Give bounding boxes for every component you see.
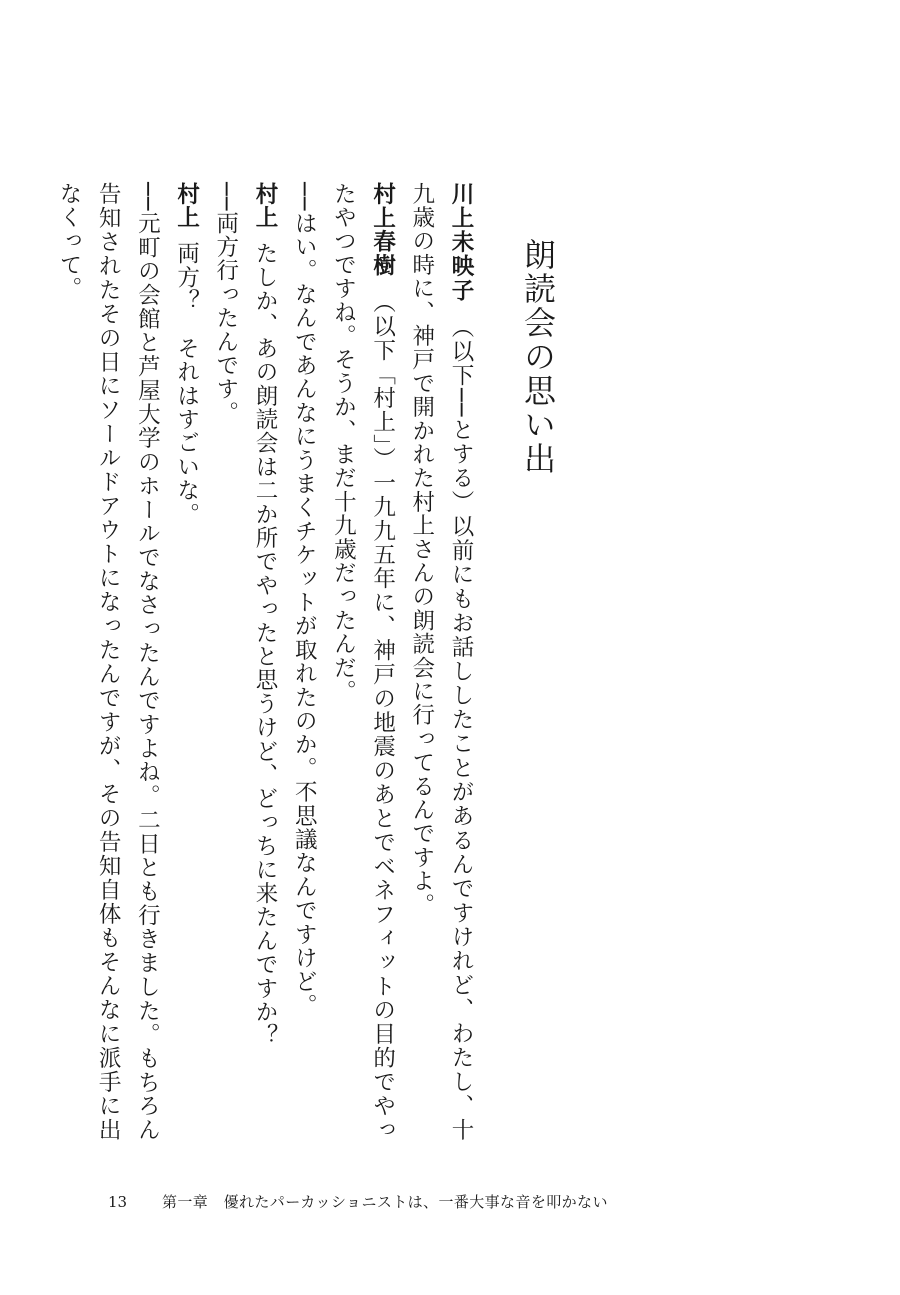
dialogue-paragraph xyxy=(206,182,245,1142)
dialogue-text: （以下──とする）以前にもお話ししたことがあるんですけれど、わたし、十九歳の時に、神戸で開かれた村上さんの朗読会に行ってるんですよ。 xyxy=(408,182,474,1143)
dialogue-paragraph xyxy=(49,182,167,1142)
page-number: 13 xyxy=(108,1193,128,1211)
dialogue-text: ──はい。なんであんなにうまくチケットが取れたのか。不思議なんですけど。 xyxy=(291,182,318,1018)
dialogue-body xyxy=(55,182,480,1143)
dialogue-text: ──両方行ったんです。 xyxy=(212,182,239,425)
page-footer xyxy=(108,1190,728,1214)
running-head: 第一章 優れたパーカッショニストは、一番大事な音を叩かない xyxy=(162,1193,608,1211)
dialogue-text: 両方？ それはすごいな。 xyxy=(173,241,200,527)
speaker-label: 川上未映子 xyxy=(448,182,474,303)
dialogue-paragraph xyxy=(166,182,205,1142)
dialogue-text: たしか、あの朗読会は二か所でやったと思うけど、どっちに来たんですか？ xyxy=(251,241,278,1048)
dialogue-text: ──元町の会館と芦屋大学のホールでなさったんですよね。二日とも行きました。もちろん告知されたその日にソールドアウトになったんですが、その告知自体もそんなに派手に出なくって。 xyxy=(55,182,161,1142)
speaker-label: 村上春樹 xyxy=(369,182,396,278)
dialogue-paragraph xyxy=(402,182,480,1142)
dialogue-text: （以下「村上」）一九九五年に、神戸の地震のあとでベネフィットの目的でやったやつですね。そうか、まだ十九歳だったんだ。 xyxy=(330,182,396,1142)
speaker-label: 村上 xyxy=(173,182,200,230)
speaker-label: 村上 xyxy=(251,182,278,230)
section-title: 朗読会の思い出 xyxy=(519,238,557,476)
dialogue-paragraph xyxy=(245,182,284,1142)
dialogue-paragraph xyxy=(284,182,323,1142)
dialogue-paragraph xyxy=(323,182,401,1142)
